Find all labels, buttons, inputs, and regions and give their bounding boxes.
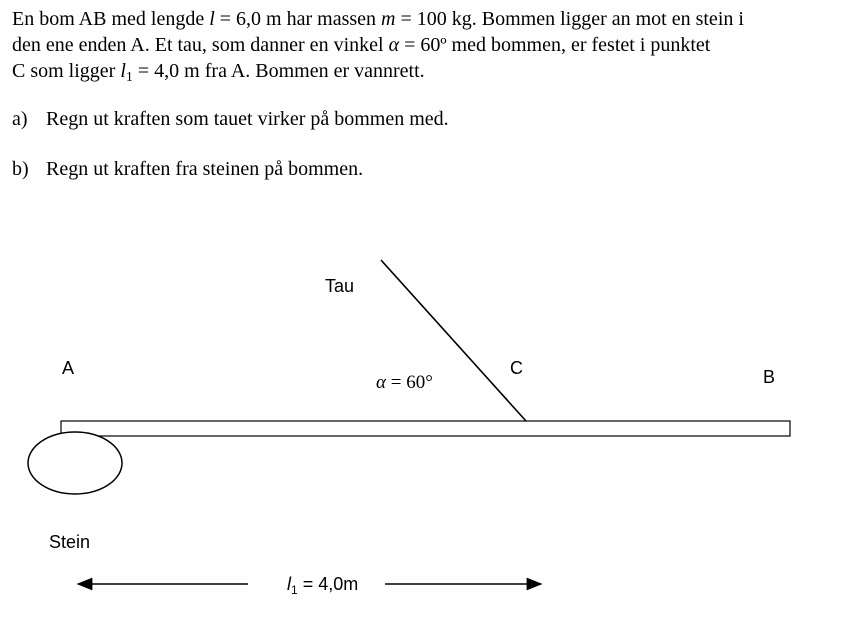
var-m: m [381, 8, 396, 30]
angle-label [376, 372, 433, 393]
dist-value: = 4,0m [297, 574, 359, 594]
rope-line [381, 260, 526, 421]
dist-sub: 1 [291, 583, 298, 597]
label-tau: Tau [325, 276, 355, 296]
label-stein: Stein [49, 532, 91, 552]
angle-value: = 60° [385, 372, 433, 393]
label-a: A [62, 358, 75, 378]
line3-part2: = 4,0 m fra A. Bommen er vannrett. [132, 60, 425, 82]
stone-ellipse [28, 432, 122, 494]
dist-var: l [287, 574, 291, 594]
line1-part1: En bom AB med lengde [12, 8, 210, 30]
line1-part3: = 100 kg. Bommen ligger an mot en stein i [395, 8, 744, 30]
label-c: C [510, 358, 523, 378]
beam [61, 421, 790, 436]
question-b-label: b) [12, 158, 29, 180]
var-l1: l [120, 60, 126, 82]
question-b-text: Regn ut kraften fra steinen på bommen. [46, 158, 364, 180]
var-l: l [209, 8, 215, 30]
var-alpha: α [388, 34, 400, 56]
line2-part1: den ene enden A. Et tau, som danner en vinkel [12, 34, 389, 56]
label-b: B [763, 367, 776, 387]
angle-symbol: α [376, 372, 386, 393]
var-l1-sub: 1 [125, 70, 133, 85]
line1-part2: = 6,0 m har massen [214, 8, 382, 30]
line3-part1: C som ligger [12, 60, 121, 82]
question-a-text: Regn ut kraften som tauet virker på bommen med. [46, 108, 449, 130]
distance-label [287, 574, 358, 597]
question-a-label: a) [12, 108, 28, 130]
line2-part2: = 60º med bommen, er festet i punktet [399, 34, 711, 56]
